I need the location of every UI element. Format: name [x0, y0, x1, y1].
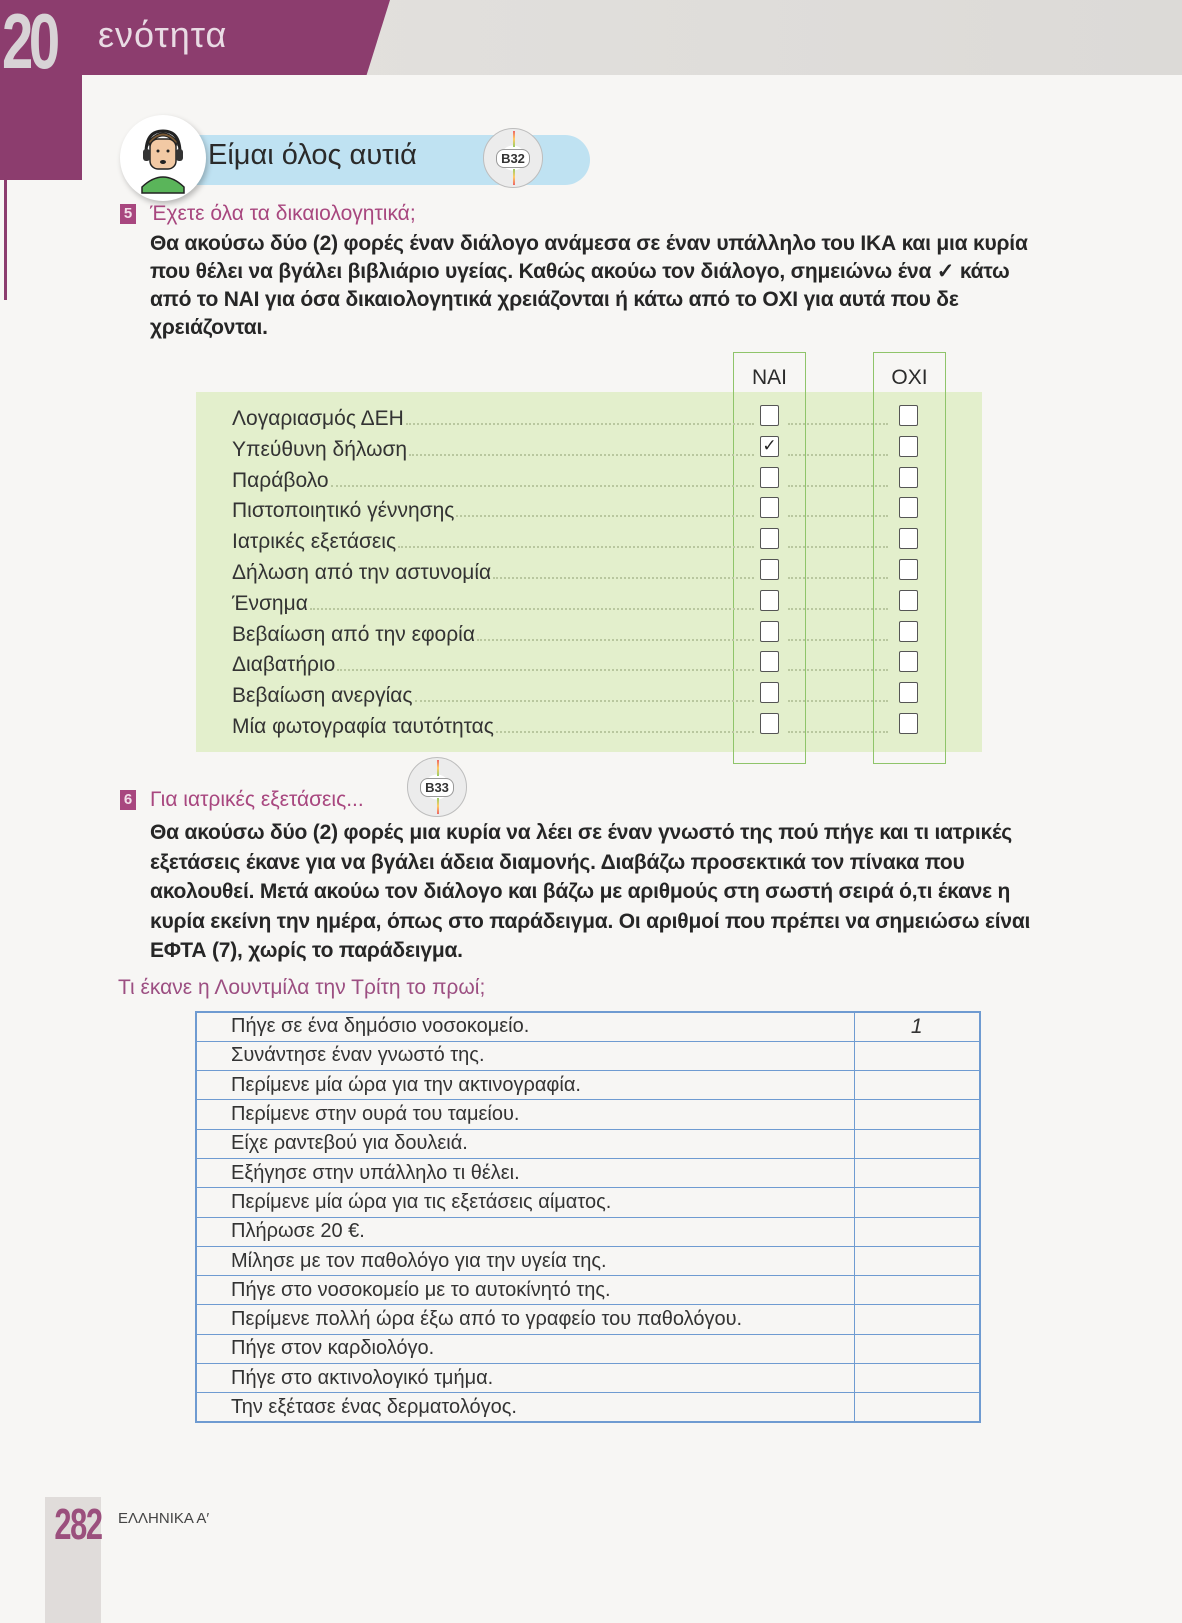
checklist-row	[232, 554, 758, 585]
no-checkbox[interactable]	[899, 682, 918, 703]
yes-checkbox[interactable]	[760, 559, 779, 580]
no-checkbox[interactable]	[899, 651, 918, 672]
order-number-input[interactable]	[854, 1158, 980, 1187]
activity-cell: Εξήγησε στην υπάλληλο τι θέλει.	[196, 1158, 854, 1187]
leader-dots	[788, 515, 888, 517]
checklist-row	[232, 677, 758, 708]
table-row	[196, 1393, 980, 1422]
activity-cell: Την εξέτασε ένας δερματολόγος.	[196, 1393, 854, 1422]
table-row	[196, 1188, 980, 1217]
order-number-input[interactable]: 1	[854, 1012, 980, 1041]
leader-dots	[331, 485, 754, 487]
yes-checkbox[interactable]	[760, 682, 779, 703]
table-row	[196, 1276, 980, 1305]
instruction-line: ακολουθεί. Μετά ακούω τον διάλογο και βάζω με αριθμούς στη σωστή σειρά ό,τι έκανε η	[150, 880, 1011, 903]
leader-dots	[456, 515, 754, 517]
order-number-input[interactable]	[854, 1276, 980, 1305]
instruction-line: από το ΝΑΙ για όσα δικαιολογητικά χρειάζονται ή κάτω από το ΟΧΙ για αυτά που δε	[150, 288, 959, 311]
activity-cell: Πήγε σε ένα δημόσιο νοσοκομείο.	[196, 1012, 854, 1041]
exercise-number-badge: 6	[120, 790, 136, 810]
activity-cell: Είχε ραντεβού για δουλειά.	[196, 1129, 854, 1158]
audio-cd-icon[interactable]	[407, 757, 467, 817]
section-title: Είμαι όλος αυτιά	[208, 139, 417, 171]
document-label: Ένσημα	[232, 591, 308, 615]
instruction-line: χρειάζονται.	[150, 316, 268, 339]
instruction-line: Θα ακούσω δύο (2) φορές έναν διάλογο ανάμεσα σε έναν υπάλληλο του ΙΚΑ και μια κυρία	[150, 232, 1028, 255]
document-label: Βεβαίωση από την εφορία	[232, 622, 475, 646]
document-label: Παράβολο	[232, 468, 329, 492]
leader-dots	[415, 700, 755, 702]
checklist-row	[232, 585, 758, 616]
exercise-instructions	[150, 818, 1070, 966]
activity-cell: Πλήρωσε 20 €.	[196, 1217, 854, 1246]
no-checkbox[interactable]	[899, 713, 918, 734]
checklist-row	[232, 462, 758, 493]
leader-dots	[788, 546, 888, 548]
document-label: Βεβαίωση ανεργίας	[232, 684, 413, 708]
no-checkbox[interactable]	[899, 621, 918, 642]
audio-track-label: B32	[496, 149, 530, 168]
yes-checkbox[interactable]	[760, 497, 779, 518]
table-row	[196, 1071, 980, 1100]
yes-checkbox[interactable]	[760, 405, 779, 426]
activity-cell: Πήγε στο νοσοκομείο με το αυτοκίνητό της.	[196, 1276, 854, 1305]
leader-dots	[493, 577, 754, 579]
exercise-title: Για ιατρικές εξετάσεις...	[150, 788, 364, 811]
checklist-row	[232, 646, 758, 677]
activity-cell: Περίμενε στην ουρά του ταμείου.	[196, 1100, 854, 1129]
order-number-input[interactable]	[854, 1334, 980, 1363]
document-label: Πιστοποιητικό γέννησης	[232, 499, 455, 523]
instruction-line: εξετάσεις έκανε για να βγάλει άδεια διαμονής. Διαβάζω προσεκτικά τον πίνακα που	[150, 850, 965, 874]
leader-dots	[788, 608, 888, 610]
exercise-number-badge: 5	[120, 204, 136, 224]
audio-cd-icon[interactable]	[483, 128, 543, 188]
yes-checkbox[interactable]	[760, 651, 779, 672]
order-number-input[interactable]	[854, 1246, 980, 1275]
no-checkbox[interactable]	[899, 590, 918, 611]
leader-dots	[477, 639, 754, 641]
document-label: Υπεύθυνη δήλωση	[232, 437, 408, 461]
table-question: Τι έκανε η Λουντμίλα την Τρίτη το πρωί;	[118, 976, 486, 999]
table-row	[196, 1129, 980, 1158]
order-number-input[interactable]	[854, 1100, 980, 1129]
exercise-instructions	[150, 230, 1050, 342]
leader-dots	[310, 608, 754, 610]
instruction-line: ΕΦΤΑ (7), χωρίς το παράδειγμα.	[150, 939, 463, 962]
no-checkbox[interactable]	[899, 436, 918, 457]
activity-cell: Πήγε στο ακτινολογικό τμήμα.	[196, 1364, 854, 1393]
unit-side-line	[4, 180, 7, 300]
leader-dots	[788, 639, 888, 641]
activity-cell: Περίμενε πολλή ώρα έξω από το γραφείο του παθολόγου.	[196, 1305, 854, 1334]
unit-number: 20	[2, 0, 56, 85]
table-row	[196, 1305, 980, 1334]
activity-cell: Περίμενε μία ώρα για την ακτινογραφία.	[196, 1071, 854, 1100]
no-checkbox[interactable]	[899, 467, 918, 488]
leader-dots	[788, 485, 888, 487]
table-row	[196, 1100, 980, 1129]
order-number-input[interactable]	[854, 1393, 980, 1422]
activity-cell: Περίμενε μία ώρα για τις εξετάσεις αίματος.	[196, 1188, 854, 1217]
leader-dots	[496, 731, 754, 733]
activity-cell: Πήγε στον καρδιολόγο.	[196, 1334, 854, 1363]
document-label: Ιατρικές εξετάσεις	[232, 530, 397, 554]
order-number-input[interactable]	[854, 1041, 980, 1070]
activity-cell: Συνάντησε έναν γνωστό της.	[196, 1041, 854, 1070]
page-number: 282	[54, 1500, 102, 1549]
activity-cell: Μίλησε με τον παθολόγο για την υγεία της.	[196, 1246, 854, 1275]
yes-checkbox[interactable]: ✓	[760, 436, 779, 457]
checklist-row	[232, 616, 758, 647]
yes-checkbox[interactable]	[760, 467, 779, 488]
no-checkbox[interactable]	[899, 559, 918, 580]
checklist-row	[232, 492, 758, 523]
order-number-input[interactable]	[854, 1129, 980, 1158]
leader-dots	[406, 423, 754, 425]
audio-track-label: B33	[420, 778, 454, 797]
order-number-input[interactable]	[854, 1188, 980, 1217]
table-row	[196, 1012, 980, 1041]
checklist-row	[232, 431, 777, 462]
no-column-header: ΟΧΙ	[891, 366, 928, 389]
checklist-row	[232, 523, 758, 554]
order-number-input[interactable]	[854, 1217, 980, 1246]
table-row	[196, 1246, 980, 1275]
instruction-line: που θέλει να βγάλει βιβλιάριο υγείας. Καθώς ακούω τον διάλογο, σημειώνω ένα ✓ κάτω	[150, 260, 1010, 283]
listener-headphones-icon	[120, 115, 206, 201]
no-checkbox[interactable]	[899, 405, 918, 426]
leader-dots	[788, 669, 888, 671]
table-row	[196, 1041, 980, 1070]
order-number-input[interactable]	[854, 1305, 980, 1334]
no-checkbox[interactable]	[899, 497, 918, 518]
order-number-input[interactable]	[854, 1071, 980, 1100]
sequence-table	[195, 1011, 981, 1423]
leader-dots	[398, 546, 754, 548]
checklist-row	[232, 400, 758, 431]
instruction-line: Θα ακούσω δύο (2) φορές μια κυρία να λέει σε έναν γνωστό της πού πήγε και τι ιατρικές	[150, 821, 1012, 844]
table-row	[196, 1364, 980, 1393]
leader-dots	[788, 454, 888, 456]
table-row	[196, 1334, 980, 1363]
document-label: Λογαριασμός ΔΕΗ	[232, 407, 404, 430]
yes-checkbox[interactable]	[760, 590, 779, 611]
unit-label: ενότητα	[98, 14, 228, 55]
table-row	[196, 1158, 980, 1187]
table-row	[196, 1217, 980, 1246]
yes-checkbox[interactable]	[760, 621, 779, 642]
yes-checkbox[interactable]	[760, 713, 779, 734]
instruction-line: κυρία εκείνη την ημέρα, όπως στο παράδειγμα. Οι αριθμοί που πρέπει να σημειώσω είναι	[150, 909, 1031, 933]
checklist-row	[232, 708, 758, 739]
leader-dots	[788, 423, 888, 425]
book-title: ΕΛΛΗΝΙΚΑ Α′	[118, 1510, 210, 1527]
leader-dots	[788, 700, 888, 702]
exercise-title: Έχετε όλα τα δικαιολογητικά;	[150, 202, 416, 225]
document-label: Διαβατήριο	[232, 653, 336, 677]
leader-dots	[788, 731, 888, 733]
leader-dots	[788, 577, 888, 579]
order-number-input[interactable]	[854, 1364, 980, 1393]
leader-dots	[337, 669, 754, 671]
yes-column-header: ΝΑΙ	[751, 366, 787, 389]
leader-dots	[409, 454, 754, 456]
document-label: Μία φωτογραφία ταυτότητας	[232, 715, 494, 738]
no-checkbox[interactable]	[899, 528, 918, 549]
yes-checkbox[interactable]	[760, 528, 779, 549]
document-label: Δήλωση από την αστυνομία	[232, 561, 492, 584]
